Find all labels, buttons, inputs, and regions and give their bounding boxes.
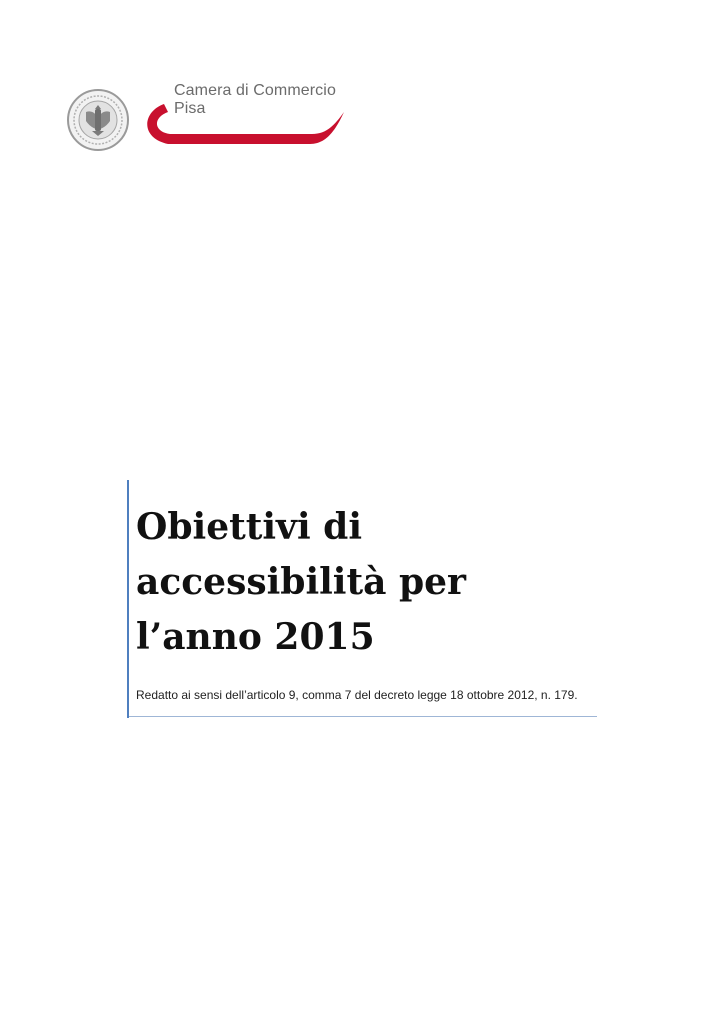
document-subtitle: Redatto ai sensi dell’articolo 9, comma 7 del decreto legge 18 ottobre 2012, n. 179. (136, 688, 578, 702)
title-block (127, 480, 599, 718)
title-divider (129, 716, 597, 717)
brand-name (174, 82, 336, 118)
republic-emblem-icon (66, 88, 130, 152)
title-line-1: Obiettivi di (136, 506, 363, 548)
document-title (136, 500, 466, 665)
title-line-3: l’anno 2015 (136, 616, 375, 658)
brand-name-line1: Camera di Commercio (174, 82, 336, 99)
title-line-2: accessibilità per (136, 561, 467, 603)
brand-name-line2: Pisa (174, 100, 206, 117)
